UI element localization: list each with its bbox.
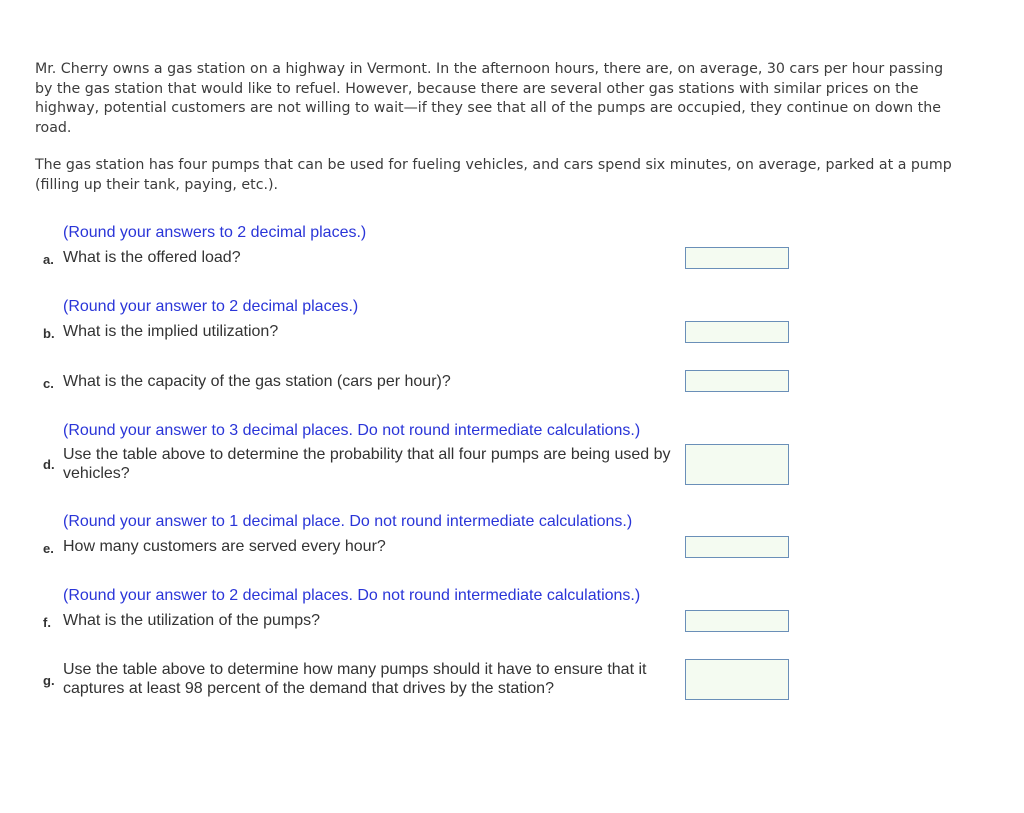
question-b-hint: (Round your answer to 2 decimal places.) <box>63 298 359 315</box>
question-f-hint: (Round your answer to 2 decimal places. Do not round intermediate calculations.) <box>63 587 641 604</box>
question-f-text: What is the utilization of the pumps? <box>63 612 321 629</box>
question-g-text: Use the table above to determine how many pumps should it have to ensure that it captures at least 98 percent of the demand that drives by the station? <box>63 661 647 697</box>
question-b-text: What is the implied utilization? <box>63 323 279 340</box>
answer-c-input[interactable] <box>685 370 789 392</box>
answer-a-input[interactable] <box>685 247 789 269</box>
question-a-text: What is the offered load? <box>63 249 241 266</box>
answer-b-input[interactable] <box>685 321 789 343</box>
question-b-letter: b. <box>43 326 55 341</box>
problem-intro-paragraph: Mr. Cherry owns a gas station on a highway in Vermont. In the afternoon hours, there are, on average, 30 cars per hour passing by the gas station that would like to refuel. However, because there are several other gas stations with similar prices on the highway, potential customers are not willing to wait—if they see that all of the pumps are occupied, they continue on down the road. <box>35 61 944 136</box>
question-a-hint: (Round your answers to 2 decimal places.) <box>63 224 367 241</box>
answer-g-input[interactable] <box>685 659 789 700</box>
question-d-text: Use the table above to determine the probability that all four pumps are being used by vehicles? <box>63 446 671 482</box>
question-c-letter: c. <box>43 376 54 391</box>
question-d-hint: (Round your answer to 3 decimal places. Do not round intermediate calculations.) <box>63 422 641 439</box>
question-a-letter: a. <box>43 252 54 267</box>
question-g-letter: g. <box>43 673 55 688</box>
answer-d-input[interactable] <box>685 444 789 485</box>
question-e-hint: (Round your answer to 1 decimal place. Do not round intermediate calculations.) <box>63 513 633 530</box>
answer-f-input[interactable] <box>685 610 789 632</box>
question-c-text: What is the capacity of the gas station (cars per hour)? <box>63 373 451 390</box>
answer-e-input[interactable] <box>685 536 789 558</box>
question-f-letter: f. <box>43 615 51 630</box>
question-e-text: How many customers are served every hour? <box>63 538 386 555</box>
question-d-letter: d. <box>43 457 55 472</box>
problem-pumps-paragraph: The gas station has four pumps that can be used for fueling vehicles, and cars spend six minutes, on average, parked at a pump (filling up their tank, paying, etc.). <box>35 157 952 193</box>
question-e-letter: e. <box>43 541 54 556</box>
